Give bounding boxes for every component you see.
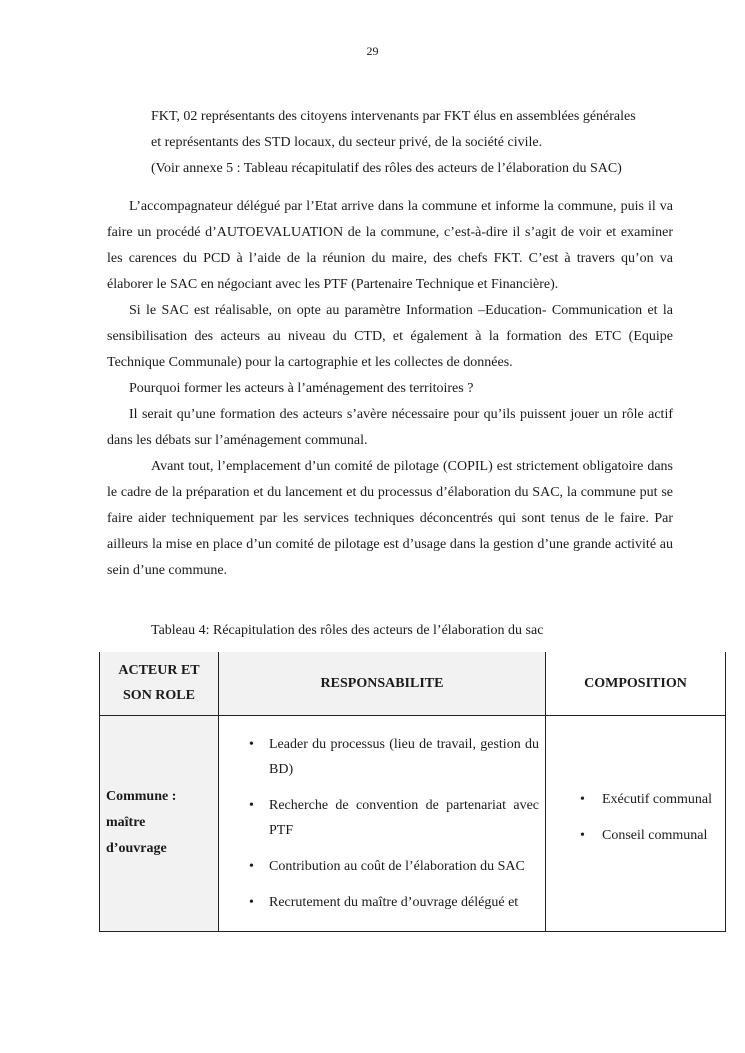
list-item-text: Contribution au coût de l’élaboration du SAC <box>269 858 525 874</box>
paragraph: L’accompagnateur délégué par l’Etat arrive dans la commune et informe la commune, puis il va faire un procédé d’AUTOEVALUATION de la commune, c’est-à-dire il s’agit de voir et examiner les carences du PCD à l’aide de la réunion du maire, des chefs FKT. C’est à travers qu’on va élaborer le SAC en négociant avec les PTF (Partenaire Technique et Financière). <box>107 199 673 292</box>
actor-cell <box>100 715 219 931</box>
paragraph: Pourquoi former les acteurs à l’aménagement des territoires ? <box>129 381 474 396</box>
intro-line: (Voir annexe 5 : Tableau récapitulatif des rôles des acteurs de l’élaboration du SAC) <box>151 161 622 176</box>
list-item-text: Recherche de convention de partenariat avec PTF <box>269 797 539 838</box>
bullet-icon: • <box>249 858 254 874</box>
intro-line: et représentants des STD locaux, du secteur privé, de la société civile. <box>151 135 543 150</box>
list-item-text: Exécutif communal <box>602 792 713 807</box>
list-item-text: Recrutement du maître d’ouvrage délégué et <box>269 894 519 910</box>
header-actor <box>100 652 219 715</box>
actor-line: d’ouvrage <box>106 841 167 856</box>
intro-block <box>151 104 673 182</box>
responsibility-cell <box>219 715 546 931</box>
header-actor-line: ACTEUR ET <box>118 663 200 679</box>
page-number: 29 <box>366 44 379 58</box>
paragraph: Si le SAC est réalisable, on opte au paramètre Information –Education- Communication et la sensibilisation des acteurs au niveau du CTD, et également à la formation des ETC (Equipe Technique Communale) pour la cartographie et les collectes de données. <box>107 303 673 370</box>
list-item <box>552 823 719 848</box>
list-item-text: Conseil communal <box>602 828 708 843</box>
header-actor-line: SON ROLE <box>123 688 195 704</box>
paragraph: Avant tout, l’emplacement d’un comité de pilotage (COPIL) est strictement obligatoire dans le cadre de la préparation et du lancement et du processus d’élaboration du SAC, la commune put se faire aider techniquement par les services techniques déconcentrés qui sont tenus de le faire. Par ailleurs la mise en place d’un comité de pilotage est d’usage dans la gestion d’une grande activité au sein d’une commune. <box>107 459 673 578</box>
roles-table <box>99 652 726 932</box>
list-item <box>552 787 719 812</box>
composition-cell <box>546 715 726 931</box>
list-item-text: Leader du processus (lieu de travail, gestion du BD) <box>269 736 539 777</box>
table-caption: Tableau 4: Récapitulation des rôles des acteurs de l’élaboration du sac <box>151 623 544 638</box>
bullet-icon: • <box>580 792 585 807</box>
actor-line: Commune : <box>106 789 177 804</box>
intro-line: FKT, 02 représentants des citoyens intervenants par FKT élus en assemblées générales <box>151 109 636 124</box>
list-item <box>219 793 539 843</box>
composition-list <box>552 787 719 848</box>
body-text <box>107 194 673 584</box>
responsibility-list <box>219 732 539 915</box>
actor-line: maître <box>106 815 146 830</box>
bullet-icon: • <box>580 828 585 843</box>
bullet-icon: • <box>249 894 254 910</box>
list-item <box>219 854 539 879</box>
list-item <box>219 732 539 782</box>
table-row <box>100 715 726 931</box>
header-composition: COMPOSITION <box>546 652 726 715</box>
table-header-row <box>100 652 726 715</box>
list-item <box>219 890 539 915</box>
header-responsibility: RESPONSABILITE <box>219 652 546 715</box>
bullet-icon: • <box>249 736 254 752</box>
paragraph: Il serait qu’une formation des acteurs s’avère nécessaire pour qu’ils puissent jouer un rôle actif dans les débats sur l’aménagement communal. <box>107 407 673 448</box>
bullet-icon: • <box>249 797 254 813</box>
